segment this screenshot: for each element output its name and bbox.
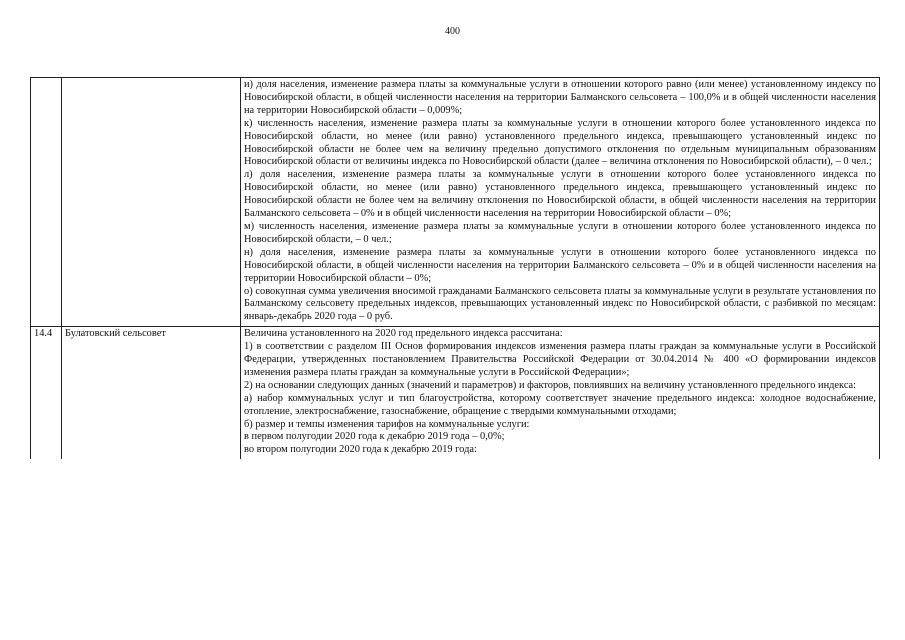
paragraph-a: а) набор коммунальных услуг и тип благоустройства, которому соответствует значение предельного индекса: холодное водоснабжение, отопление, электроснабжение, газоснабжение, обращение с твердыми коммунальными отходами; (244, 392, 876, 417)
paragraph-m: м) численность населения, изменение размера платы за коммунальные услуги в отношении которого более установленного индекса по Новосибирской области, – 0 чел.; (244, 220, 876, 245)
paragraph-k: к) численность населения, изменение размера платы за коммунальные услуги в отношении которого более установленного индекса по Новосибирской области, но менее (или равно) установленного предельного индекса, превышающего установленный индекс по Новосибирской области не более чем на величину предельно допустимого отклонения по отдельным муниципальным образованиям Новосибирской области от величины индекса по Новосибирской области (далее – величина отклонения по Новосибирской области), – 0 чел.; (244, 117, 876, 168)
paragraph-i: и) доля населения, изменение размера платы за коммунальные услуги в отношении которого равно (или менее) установленному индексу по Новосибирской области, в общей численности населения на территории Балманского сельсовета – 100,0% и в общей численности населения на территории Новосибирской области – 0,009%; (244, 79, 876, 116)
row-number-cell: 14.4 (31, 327, 62, 460)
paragraph-first-half: в первом полугодии 2020 года к декабрю 2019 года – 0,0%; (244, 431, 505, 443)
description-cell (241, 327, 880, 460)
row-number-cell (31, 78, 62, 327)
paragraph-o: о) совокупная сумма увеличения вносимой гражданами Балманского сельсовета платы за коммунальные услуги в результате установления по Балманскому сельсовету предельных индексов, превышающих установленный индекс по Новосибирской области, с разбивкой по месяцам: январь-декабрь 2020 года – 0 руб. (244, 285, 876, 323)
table-row (31, 327, 880, 460)
paragraph-1: 1) в соответствии с разделом III Основ формирования индексов изменения размера платы граждан за коммунальные услуги в Российской Федерации, утвержденных постановлением Правительства Российской Федерации от 30.04.2014 № 400 «О формировании индексов изменения размера платы граждан за коммунальные услуги в Российской Федерации»; (244, 341, 876, 378)
municipality-name-cell (62, 78, 241, 327)
paragraph-second-half: во втором полугодии 2020 года к декабрю 2019 года: (244, 444, 477, 456)
document-table (30, 77, 880, 459)
table-row (31, 78, 880, 327)
page-number: 400 (445, 26, 460, 37)
paragraph-b: б) размер и темпы изменения тарифов на коммунальные услуги: (244, 418, 530, 430)
description-cell (241, 78, 880, 327)
municipality-name-cell: Булатовский сельсовет (62, 327, 241, 460)
paragraph-2: 2) на основании следующих данных (значений и параметров) и факторов, повлиявших на величину установленного предельного индекса: (244, 379, 857, 391)
paragraph-l: л) доля населения, изменение размера платы за коммунальные услуги в отношении которого более установленного индекса по Новосибирской области, но менее (или равно) установленного предельного индекса, превышающего установленный индекс по Новосибирской области не более чем на величину отклонения по Новосибирской области, в общей численности населения на территории Балманского сельсовета – 0% и в общей численности населения на территории Новосибирской области – 0%; (244, 169, 876, 220)
paragraph-n: н) доля населения, изменение размера платы за коммунальные услуги в отношении которого более установленного индекса по Новосибирской области, в общей численности населения на территории Балманского сельсовета – 0% и в общей численности населения на территории Новосибирской области – 0%; (244, 246, 876, 284)
paragraph-intro: Величина установленного на 2020 год предельного индекса рассчитана: (244, 328, 563, 340)
